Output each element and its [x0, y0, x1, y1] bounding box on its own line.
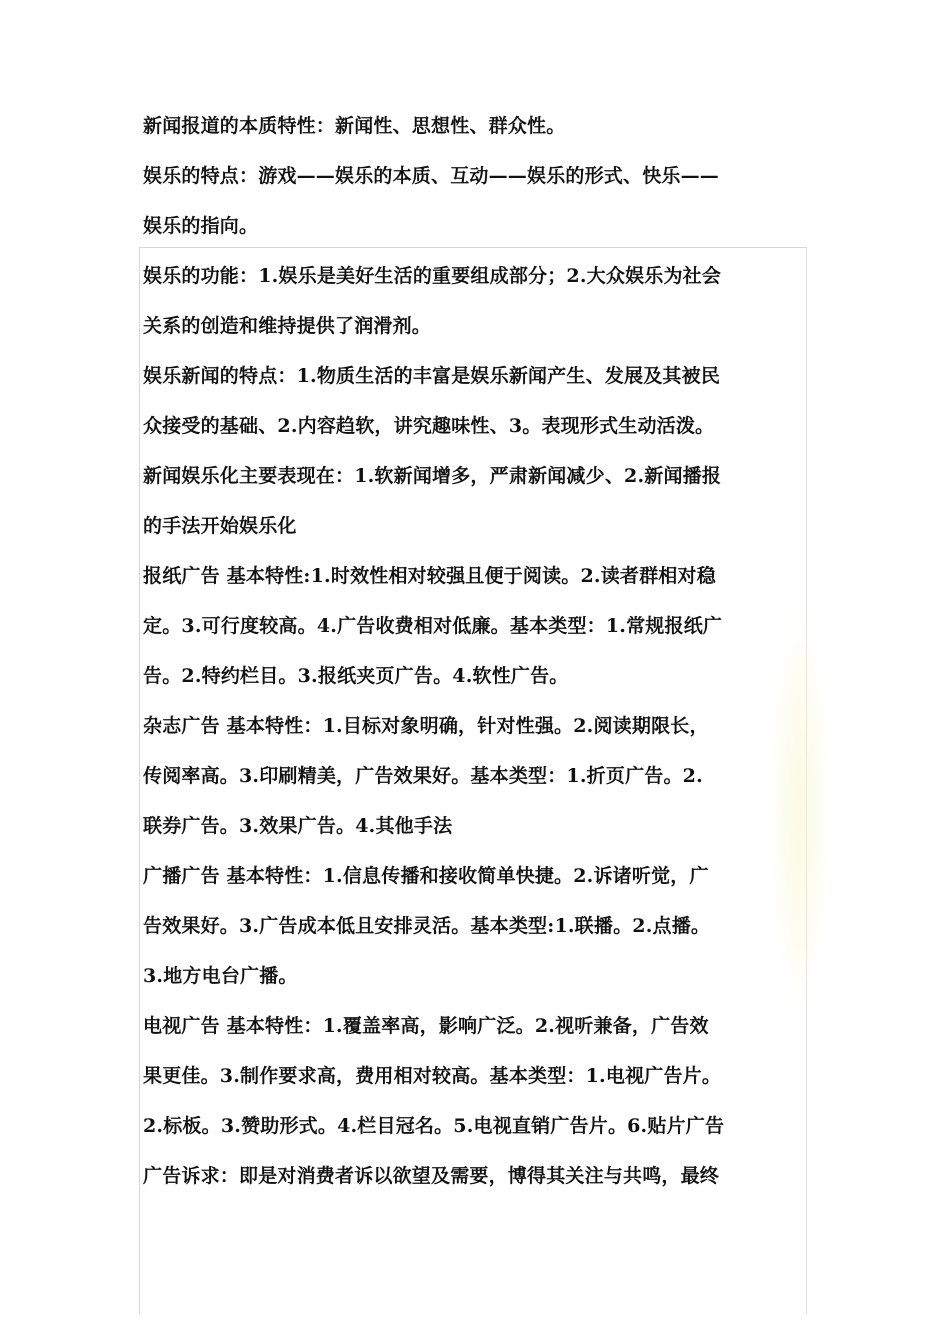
text-line: 告。2.特约栏目。3.报纸夹页广告。4.软性广告。 [143, 665, 569, 687]
text-line: 电视广告 基本特性：1.覆盖率高，影响广泛。2.视听兼备，广告效 [143, 1015, 709, 1037]
text-line: 杂志广告 基本特性：1.目标对象明确，针对性强。2.阅读期限长， [143, 715, 709, 737]
text-line: 定。3.可行度较高。4.广告收费相对低廉。基本类型：1.常规报纸广 [143, 615, 723, 637]
text-line: 新闻娱乐化主要表现在：1.软新闻增多，严肃新闻减少、2.新闻播报 [143, 465, 722, 487]
text-line: 娱乐的功能：1.娱乐是美好生活的重要组成部分；2.大众娱乐为社会 [143, 265, 722, 287]
text-line: 众接受的基础、2.内容趋软，讲究趣味性、3。表现形式生动活泼。 [143, 415, 715, 437]
text-line: 2.标板。3.赞助形式。4.栏目冠名。5.电视直销广告片。6.贴片广告 [143, 1115, 725, 1137]
text-line: 广告诉求：即是对消费者诉以欲望及需要，博得其关注与共鸣，最终 [143, 1165, 720, 1187]
text-line: 传阅率高。3.印刷精美，广告效果好。基本类型：1.折页广告。2. [143, 765, 703, 787]
text-line: 3.地方电台广播。 [143, 965, 298, 987]
text-line: 的手法开始娱乐化 [143, 515, 297, 537]
text-line: 告效果好。3.广告成本低且安排灵活。基本类型:1.联播。2.点播。 [143, 915, 711, 937]
text-line: 娱乐新闻的特点：1.物质生活的丰富是娱乐新闻产生、发展及其被民 [143, 365, 721, 387]
text-line: 娱乐的特点：游戏——娱乐的本质、互动——娱乐的形式、快乐—— [143, 165, 720, 187]
text-line: 娱乐的指向。 [143, 215, 259, 237]
text-line: 报纸广告 基本特性:1.时效性相对较强且便于阅读。2.读者群相对稳 [143, 565, 716, 587]
text-line: 广播广告 基本特性：1.信息传播和接收简单快捷。2.诉诸听觉，广 [143, 865, 709, 887]
text-line: 联券广告。3.效果广告。4.其他手法 [143, 815, 453, 837]
text-line: 新闻报道的本质特性：新闻性、思想性、群众性。 [143, 115, 566, 137]
text-line: 关系的创造和维持提供了润滑剂。 [143, 315, 432, 337]
text-line: 果更佳。3.制作要求高，费用相对较高。基本类型：1.电视广告片。 [143, 1065, 722, 1087]
document-text [143, 101, 811, 1201]
